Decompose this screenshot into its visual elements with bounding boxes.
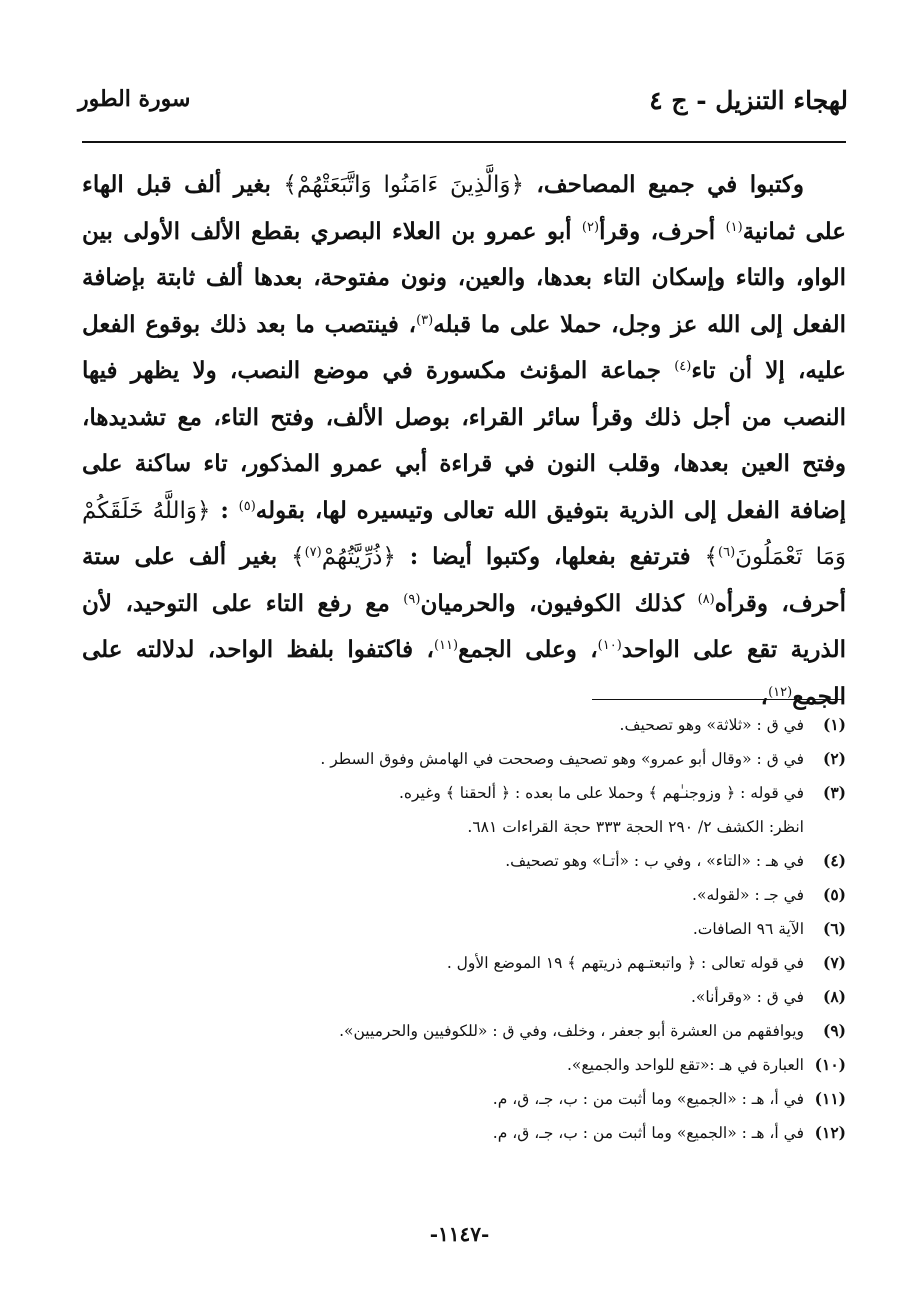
footnote-ref[interactable]: (٧): [304, 545, 322, 560]
footnote-ref[interactable]: (٨): [697, 591, 715, 607]
footnote-number: (٥): [822, 885, 846, 904]
footnote-ref[interactable]: (٥): [238, 498, 256, 514]
quran-verse: ﴿وَاللَّهُ خَلَقَكُمْ وَمَا تَعْمَلُونَ: [82, 497, 847, 570]
footnote-text: في ق : «ثلاثة» وهو تصحيف.: [619, 716, 804, 734]
footnote-item: [82, 708, 846, 742]
footnote-text: انظر: الكشف ٢/ ٢٩٠ الحجة ٣٣٣ حجة القراءات ٦٨١.: [467, 818, 804, 836]
footnote-item: [82, 980, 846, 1014]
text-segment: وكتبوا في جميع المصاحف،: [536, 171, 804, 198]
footnote-number: (٢): [822, 749, 846, 768]
text-segment: ،: [760, 682, 769, 710]
text-segment: بغير ألف على ستة أحرف، وقرأه: [82, 543, 847, 617]
footnote-ref[interactable]: (١١): [433, 638, 459, 653]
footnote-text: في ق : «وقرأنا».: [690, 988, 804, 1006]
main-paragraph: [82, 162, 846, 720]
footnote-text: في هـ : «التاء» ، وفي ب : «أتـا» وهو تصحيف.: [505, 852, 804, 870]
footnote-number: (٣): [822, 783, 846, 802]
footnotes-list: [82, 708, 846, 1150]
footnote-number: (١٢): [814, 1123, 846, 1142]
footnote-number: (٩): [822, 1021, 846, 1040]
text-segment: ، فاكتفوا بلفظ الواحد، لدلالته على الجمع: [82, 636, 846, 710]
footnote-text: في قوله تعالى : ﴿ واتبعتـهم ذريتهم ﴾ ١٩ الموضع الأول .: [446, 954, 804, 972]
header-rule: [82, 141, 846, 143]
footnote-ref[interactable]: (٢): [581, 219, 600, 235]
text-segment: بغير ألف قبل الهاء على ثمانية: [82, 171, 846, 245]
footnote-text: ويوافقهم من العشرة أبو جعفر ، وخلف، وفي ق : «للكوفيين والحرميين».: [339, 1022, 804, 1040]
footnote-item: [82, 878, 846, 912]
footnote-number: (٤): [822, 851, 846, 870]
footnote-item: [82, 1116, 846, 1150]
footnote-separator: [592, 699, 844, 700]
footnote-ref[interactable]: (١٢): [768, 684, 793, 700]
footnote-number: (٧): [822, 953, 846, 972]
footnote-text: في جـ : «لقوله».: [692, 886, 804, 904]
footnote-ref[interactable]: (٩): [403, 591, 421, 607]
footnote-item: [82, 946, 846, 980]
footnote-ref[interactable]: (١): [725, 219, 743, 235]
verse-bracket: ﴾: [704, 544, 719, 570]
footnote-number: (١١): [814, 1089, 846, 1108]
text-segment: ، فينتصب ما بعد ذلك بوقوع الفعل عليه، إلا أن تاء: [82, 310, 846, 384]
text-segment: فترتفع بفعلها، وكتبوا أيضا :: [409, 543, 691, 570]
book-title: لهجاء التنزيل - ج ٤: [649, 86, 848, 115]
footnote-number: (٨): [822, 987, 846, 1006]
footnote-item: [82, 742, 846, 776]
main-text: [82, 162, 846, 720]
footnote-item: [82, 912, 846, 946]
footnote-item: [82, 844, 846, 878]
footnote-ref[interactable]: (٣): [416, 312, 434, 328]
verse-bracket: ﴾: [291, 544, 305, 570]
text-segment: مع رفع التاء على التوحيد، لأن الذرية تقع على الواحد: [82, 589, 846, 663]
quran-verse: ﴿ذُرِّيَّتُهُمْ: [321, 544, 396, 570]
text-segment: أحرف، وقرأ: [599, 217, 716, 245]
quran-verse: ﴿وَالَّذِينَ ءَامَنُوا وَاتَّبَعَتْهُمْ﴾: [283, 172, 524, 198]
page-number: -١١٤٧-: [429, 1222, 490, 1246]
footnote-number: (١): [822, 715, 846, 734]
text-segment: ، وعلى الجمع: [458, 636, 598, 663]
footnote-text: الآية ٩٦ الصافات.: [692, 920, 804, 938]
text-segment: :: [220, 496, 229, 524]
footnote-ref[interactable]: (١٠): [597, 638, 622, 653]
footnote-ref[interactable]: (٦): [718, 545, 736, 560]
running-header: [78, 86, 848, 136]
footnote-number: (١٠): [814, 1055, 846, 1074]
footnote-text: العبارة في هـ :«تقع للواحد والجميع».: [566, 1056, 804, 1074]
footnote-continuation: [82, 810, 846, 844]
footnote-ref[interactable]: (٤): [674, 359, 692, 374]
footnote-text: في أ، هـ : «الجميع» وما أثبت من : ب، جـ، ق، م.: [492, 1124, 804, 1142]
footnote-item: [82, 1048, 846, 1082]
footnote-item: [82, 1014, 846, 1048]
footnote-text: في قوله : ﴿ وزوجنـٰهم ﴾ وحملا على ما بعده : ﴿ ألحقنا ﴾ وغيره.: [398, 784, 804, 802]
text-segment: كذلك الكوفيون، والحرميان: [420, 589, 685, 617]
text-segment: جماعة المؤنث مكسورة في موضع النصب، ولا يظهر فيها النصب من أجل ذلك وقرأ سائر القراء، بوصل الألف، وفتح التاء، مع تشديدها، وفتح العين بعدها، وقلب النون في قراءة أبي عمرو المذكور، تاء ساكنة على إضافة الفعل إلى الذرية بتوفيق الله تعالى وتيسيره لها، بقوله: [82, 357, 846, 524]
footnote-text: في ق : «وقال أبو عمرو» وهو تصحيف وصححت في الهامش وفوق السطر .: [320, 750, 804, 768]
footnote-number: (٦): [822, 919, 846, 938]
footnote-text: في أ، هـ : «الجميع» وما أثبت من : ب، جـ، ق، م.: [492, 1090, 804, 1108]
footnote-item: [82, 776, 846, 810]
surah-title: سورة الطور: [78, 86, 191, 112]
text-segment: أبو عمرو بن العلاء البصري بقطع الألف الأولى بين الواو، والتاء وإسكان التاء بعدها، والعين، ونون مفتوحة، بعدها ألف ثابتة بإضافة الفعل إلى الله عز وجل، حملا على ما قبله: [82, 217, 846, 338]
footnote-item: [82, 1082, 846, 1116]
